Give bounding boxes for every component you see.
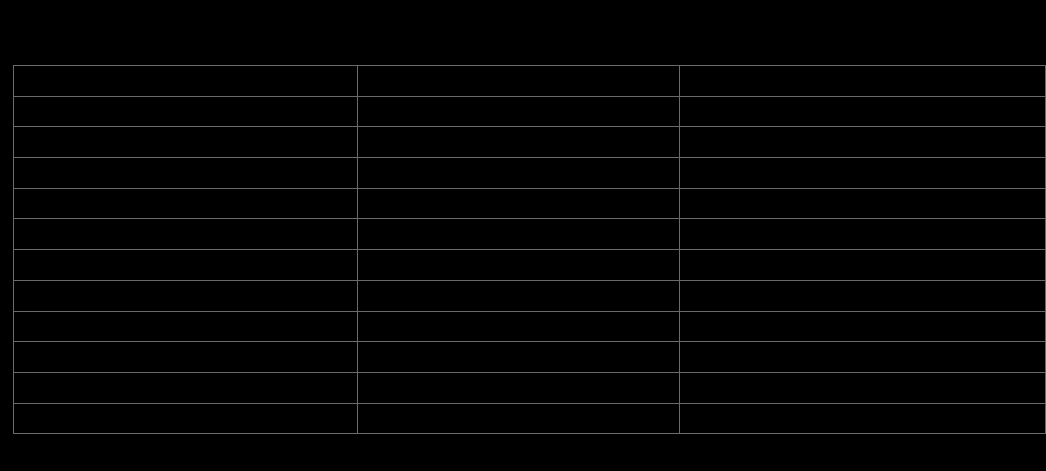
cell-common-name: Cuerno de ciervo [14, 219, 358, 250]
cell-reproduction-date: Agosto, Septiembre [680, 250, 1046, 281]
cell-species: Orbicella annularis [358, 311, 680, 342]
cell-reproduction-date: Julio, Agosto, Septiembre [680, 219, 1046, 250]
header-common-name: Nombre Común [14, 66, 358, 97]
cell-species: Montastraea cavernosa [358, 280, 680, 311]
cell-reproduction-date: Junio, Julio [680, 96, 1046, 127]
cell-species: Colpophyllia natans [358, 250, 680, 281]
cell-species: Dendrogyra cylindrus [358, 372, 680, 403]
table-body [14, 96, 1046, 434]
table-row [14, 311, 1046, 342]
cell-common-name: Coral cerebro de valles amplios [14, 250, 358, 281]
cell-reproduction-date: Septiembre, Octubre [680, 311, 1046, 342]
cell-common-name: Cuerno de alce [14, 188, 358, 219]
table-row [14, 96, 1046, 127]
cell-species: Acropora palmata [358, 188, 680, 219]
cell-reproduction-date: Julio, Agosto, Septiembre [680, 188, 1046, 219]
cell-common-name: Coral estrella montaña [14, 342, 358, 373]
cell-common-name: Coral de Estrella Masiva [14, 403, 358, 434]
cell-species: Acropora cervicornis [358, 219, 680, 250]
cell-species: Orbicella faveolata [358, 342, 680, 373]
table-row [14, 372, 1046, 403]
cell-common-name: Coral pilar [14, 372, 358, 403]
table-row [14, 250, 1046, 281]
cell-common-name: Coral cerebro [14, 96, 358, 127]
cell-reproduction-date: Septiembre, Octubre, Noviembre [680, 158, 1046, 189]
cell-reproduction-date: Julio, Agosto [680, 127, 1046, 158]
cell-common-name: Coral cerebro simétrico [14, 127, 358, 158]
header-species: Especie [358, 66, 680, 97]
cell-reproduction-date: Septiembre, Octubre [680, 280, 1046, 311]
cell-species: Siderastrea siderea [358, 403, 680, 434]
table-row [14, 403, 1046, 434]
cell-reproduction-date: Septiembre, Octubre [680, 403, 1046, 434]
table-row [14, 219, 1046, 250]
coral-reproduction-table [13, 65, 1046, 434]
cell-species: Diploria labyrinthiformis [358, 96, 680, 127]
cell-common-name: Gran coral de estrellas [14, 280, 358, 311]
cell-reproduction-date: Septiembre, Octubre [680, 342, 1046, 373]
table-row [14, 127, 1046, 158]
table-header-row [14, 66, 1046, 97]
cell-reproduction-date: Agosto, Septiembre [680, 372, 1046, 403]
table-row [14, 342, 1046, 373]
table-row [14, 158, 1046, 189]
cell-species: Meandrina meandrites [358, 158, 680, 189]
table-row [14, 280, 1046, 311]
table-row [14, 188, 1046, 219]
cell-species: Pseudodiploria strigosa [358, 127, 680, 158]
cell-common-name: Coral laberinto [14, 158, 358, 189]
header-reproduction-date: Fecha de Reproducción [680, 66, 1046, 97]
cell-common-name: Coral de estrellas rocoso [14, 311, 358, 342]
